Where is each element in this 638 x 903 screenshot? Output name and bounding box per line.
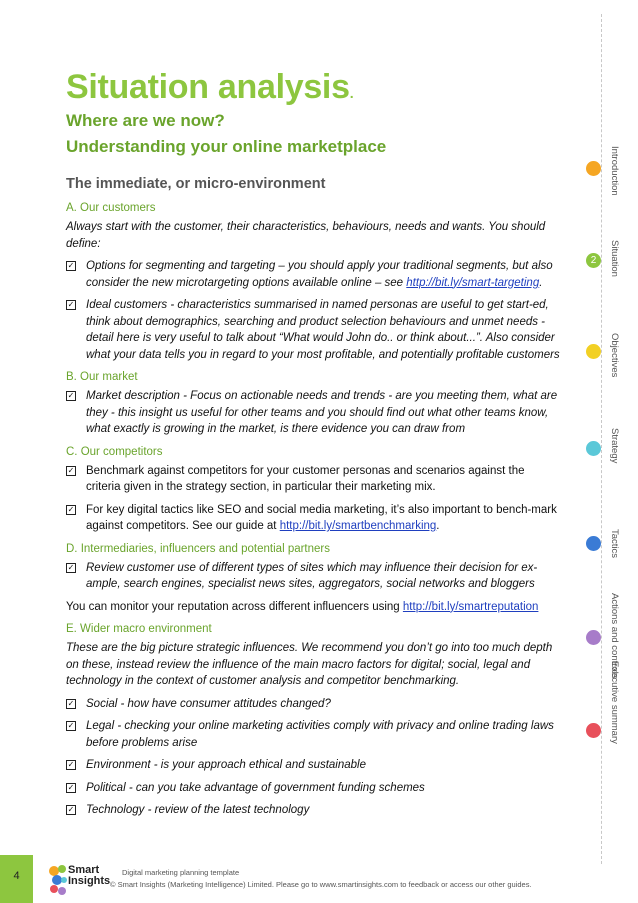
- tactics-dot[interactable]: [586, 536, 601, 551]
- sidebar-item-introduction[interactable]: Introduction: [609, 146, 620, 196]
- benchmarking-link[interactable]: http://bit.ly/smartbenchmarking: [279, 520, 437, 532]
- list-item: ✓ For key digital tactics like SEO and social media marketing, it’s also important to bench-mark against competitors. See our guide at http://bit.ly/smartbenchmarking.: [67, 503, 557, 532]
- reputation-note: You can monitor your reputation across different influencers using http://bit.ly/smartreputation: [66, 600, 539, 613]
- customers-heading: A. Our customers: [66, 202, 156, 214]
- checkbox-icon: ✓: [67, 300, 75, 309]
- checkbox-icon: ✓: [67, 504, 75, 514]
- sidebar-divider: [601, 14, 602, 864]
- checkbox-icon: ✓: [67, 782, 75, 792]
- sidebar-item-executive-summary[interactable]: Executive summary: [609, 661, 620, 744]
- checkbox-icon: ✓: [67, 465, 75, 475]
- smart-targeting-link[interactable]: http://bit.ly/smart-targeting: [406, 276, 540, 289]
- footer-template-name: Digital marketing planning template: [122, 868, 240, 877]
- actions-dot[interactable]: [586, 630, 601, 645]
- sidebar-item-strategy[interactable]: Strategy: [609, 428, 620, 464]
- list-item: ✓ Review customer use of different types of sites which may influence their decision for ex-ample, search engines, specialist news sites, aggregators, social networks and bloggers: [67, 561, 538, 590]
- checkbox-icon: ✓: [67, 760, 75, 769]
- main-content: [66, 176, 562, 825]
- list-item: ✓ Environment - is your approach ethical and sustainable: [67, 759, 366, 771]
- list-item: ✓ Technology - review of the latest technology: [67, 804, 310, 816]
- checkbox-icon: ✓: [67, 562, 75, 572]
- list-item: ✓ Benchmark against competitors for your customer personas and scenarios against the criteria given in the strategy section, in particular their marketing mix.: [67, 464, 525, 493]
- checkbox-icon: ✓: [67, 261, 75, 270]
- list-item: ✓ Legal - checking your online marketing activities comply with privacy and online trading laws before problems arise: [67, 720, 554, 749]
- situation-dot[interactable]: 2: [586, 253, 601, 268]
- list-item: ✓ Ideal customers - characteristics summarised in named personas are useful to get start-ed, think about demographics, searching and product selection behaviours and unmet needs - detail here is very useful to talk about “What would John do.. or think about...”. Also consider what your data tells you in regard to your most profitable, and potentially profitable customers: [67, 299, 560, 361]
- executive-summary-dot[interactable]: [586, 723, 601, 738]
- objectives-dot[interactable]: [586, 344, 601, 359]
- list-item: ✓ Political - can you take advantage of government funding schemes: [67, 781, 425, 794]
- reputation-link[interactable]: http://bit.ly/smartreputation: [402, 600, 539, 613]
- checkbox-icon: ✓: [67, 721, 75, 730]
- checkbox-icon: ✓: [67, 698, 75, 708]
- page-title: Situation analysis.: [66, 68, 354, 106]
- sidebar-item-actions-and-controls[interactable]: Actions and controls: [609, 593, 620, 679]
- page-number: 4: [13, 870, 20, 882]
- list-item: ✓ Market description - Focus on actionable needs and trends - are you meeting them, what are they - this insight us useful for other teams and you should find out what other teams know, what exactly is growing in the market, is there evidence you can draw from: [67, 390, 558, 435]
- checkbox-icon: ✓: [67, 805, 75, 814]
- footer-copyright: © Smart Insights (Marketing Intelligence) Limited. Please go to www.smartinsights.com to feedback or access our other guides.: [110, 880, 532, 889]
- checkbox-icon: ✓: [67, 391, 75, 400]
- logo-text: Smart Insights: [68, 864, 111, 887]
- intermediaries-heading: D. Intermediaries, influencers and potential partners: [66, 542, 331, 555]
- title-dot: .: [349, 85, 354, 101]
- macro-heading: E. Wider macro environment: [66, 623, 212, 635]
- customers-intro: Always start with the customer, their characteristics, behaviours, needs and wants. You should define:: [66, 221, 546, 250]
- subtitle-where: Where are we now?: [66, 111, 225, 130]
- competitors-heading: C. Our competitors: [66, 445, 163, 458]
- sidebar-item-tactics[interactable]: Tactics: [609, 529, 620, 559]
- macro-intro: These are the big picture strategic influences. We recommend you don’t go into too much depth on these, instead review the influence of the main macro factors for digital; social, legal and technology in the context of customer analysis and competitor benchmarking.: [66, 642, 553, 687]
- market-heading: B. Our market: [66, 371, 138, 383]
- sidebar-item-situation[interactable]: Situation: [609, 240, 620, 277]
- sidebar-item-objectives[interactable]: Objectives: [609, 333, 620, 378]
- list-item: ✓ Social - how have consumer attitudes changed?: [67, 697, 331, 710]
- list-item: ✓ Options for segmenting and targeting – you should apply your traditional segments, but also consider the new microtargeting options available online – see http://bit.ly/smart-targeting.: [67, 260, 553, 289]
- subtitle-understanding: Understanding your online marketplace: [66, 137, 387, 156]
- strategy-dot[interactable]: [586, 441, 601, 456]
- section-heading: The immediate, or micro-environment: [66, 176, 326, 192]
- introduction-dot[interactable]: [586, 161, 601, 176]
